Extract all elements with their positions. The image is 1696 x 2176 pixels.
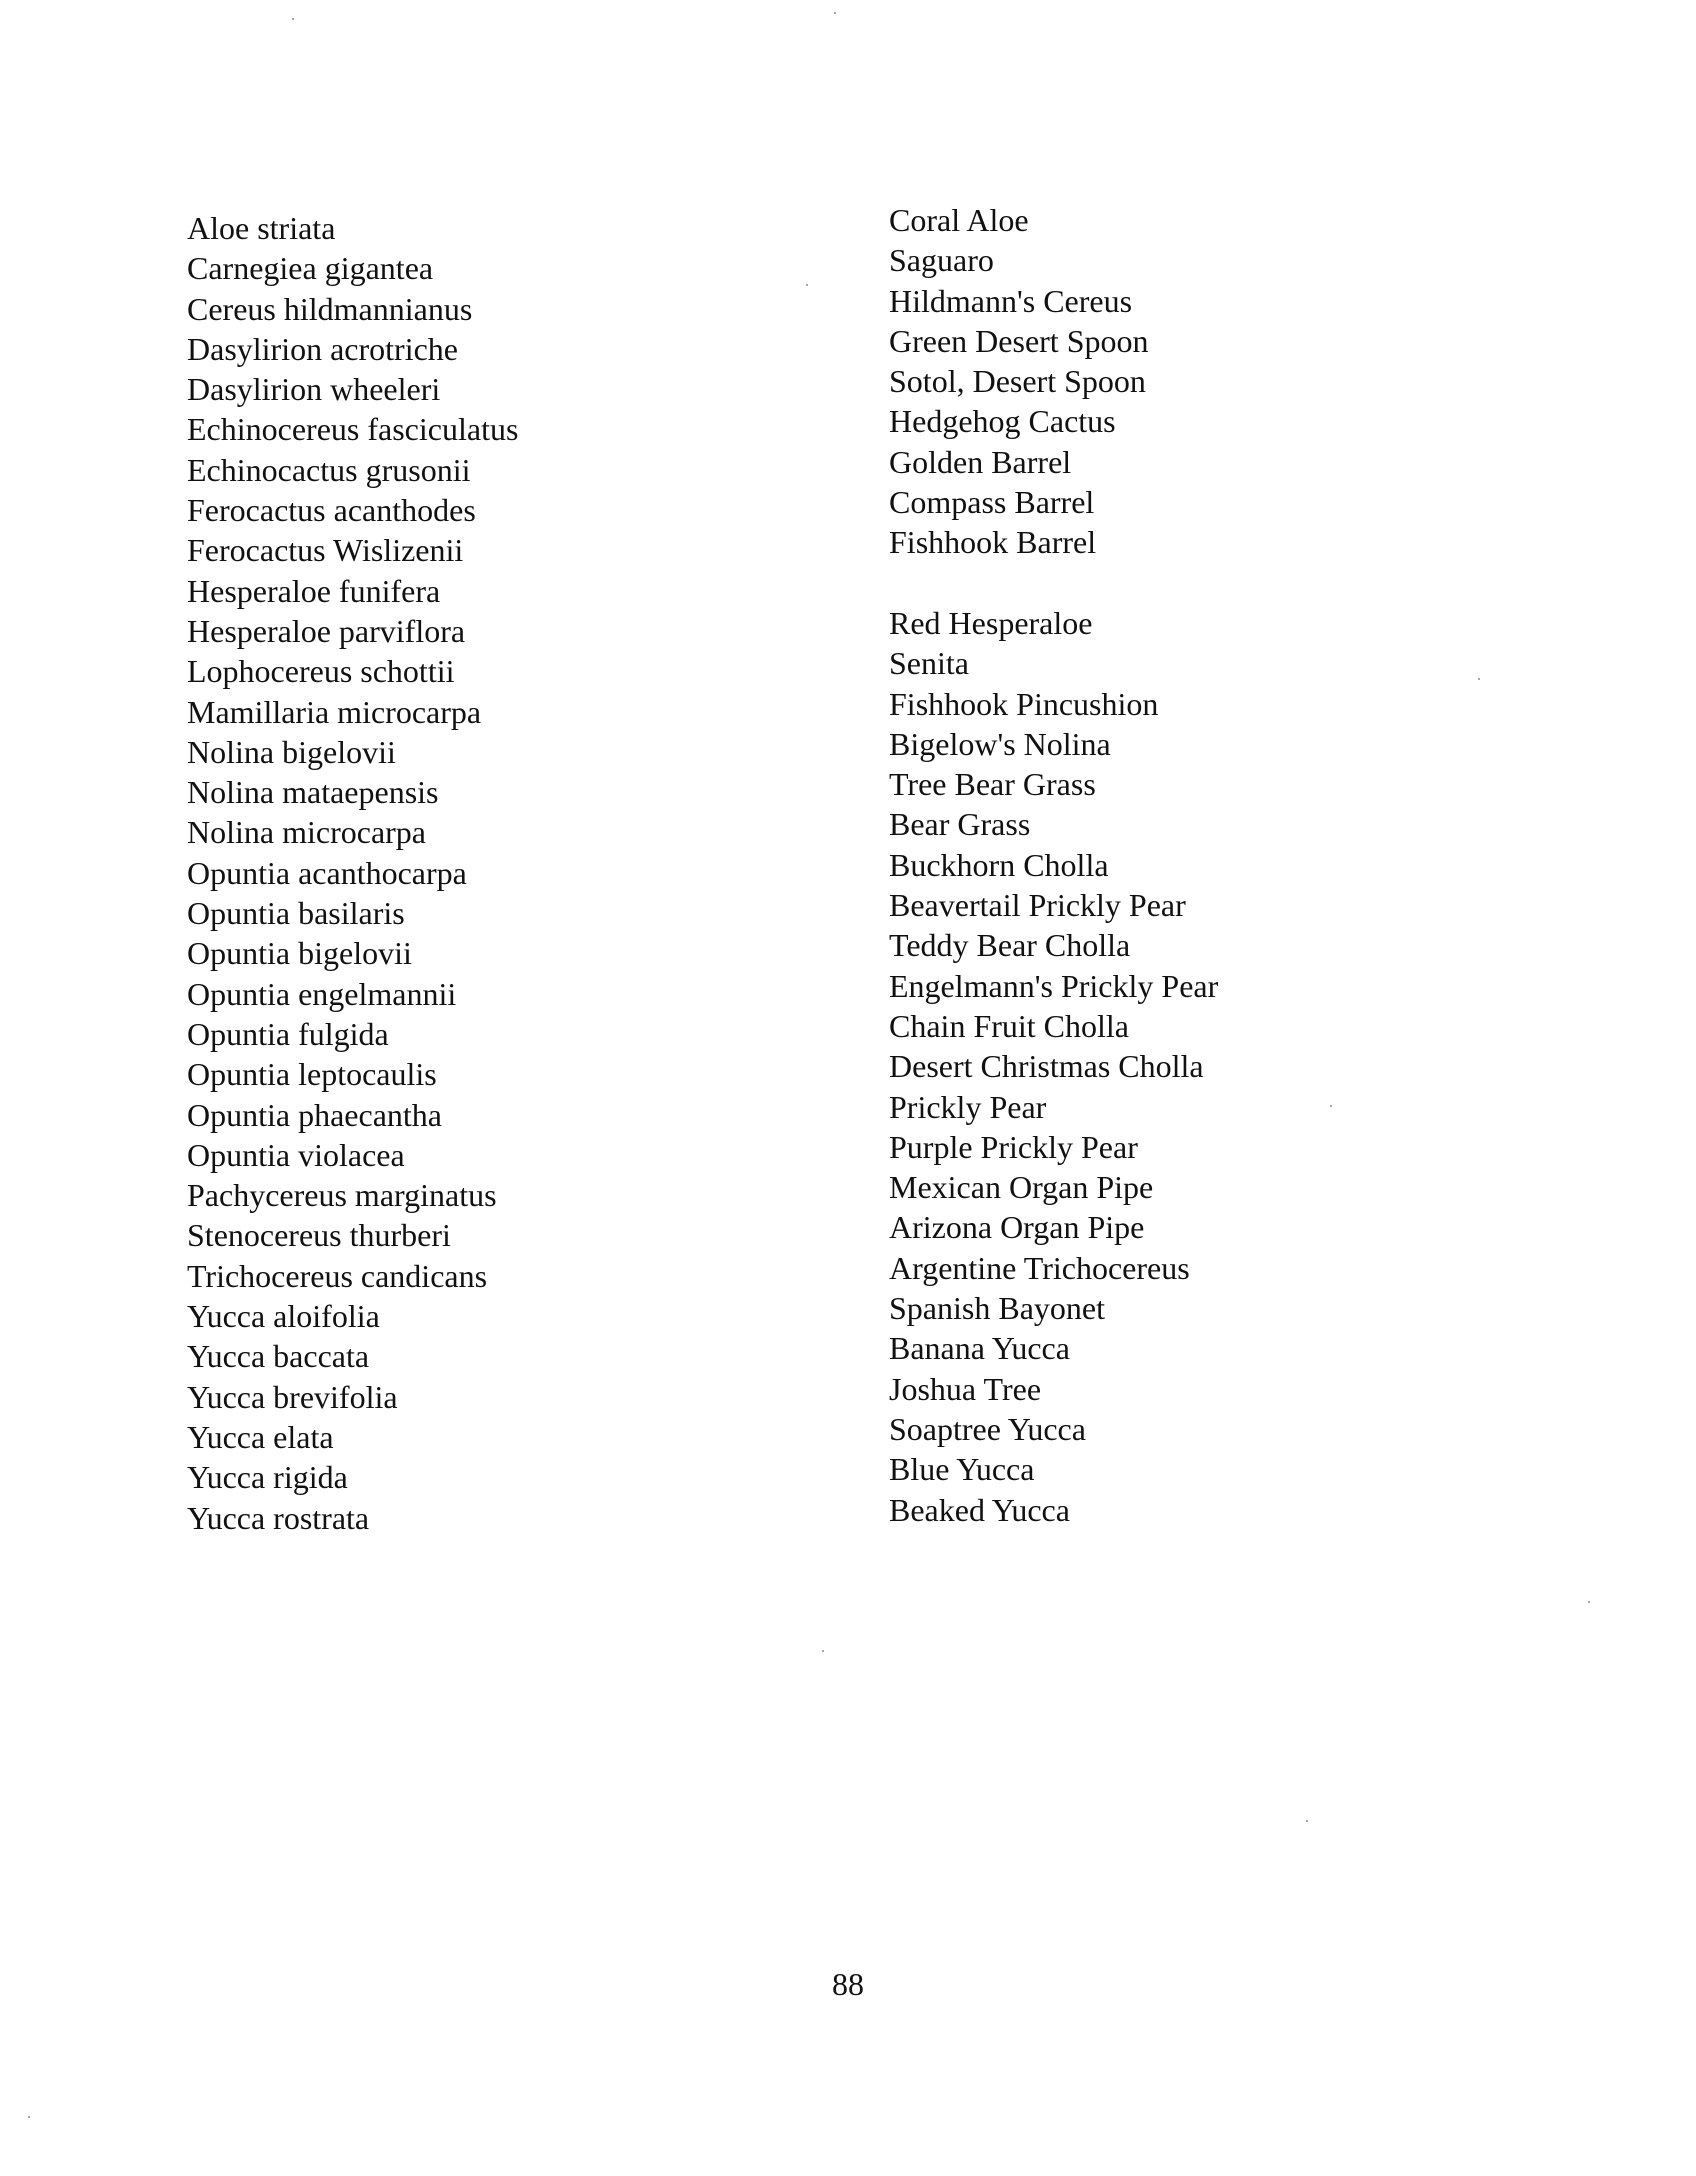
common-name-item: Blue Yucca	[889, 1451, 1035, 1488]
common-name-item: Desert Christmas Cholla	[889, 1048, 1204, 1085]
common-name-item: Argentine Trichocereus	[889, 1249, 1190, 1286]
common-name-item: Compass Barrel	[889, 484, 1095, 521]
common-name-item: Bear Grass	[889, 806, 1031, 843]
scientific-name-item: Opuntia leptocaulis	[187, 1056, 437, 1093]
common-name-item: Mexican Organ Pipe	[889, 1169, 1154, 1206]
scientific-name-item: Yucca rostrata	[187, 1499, 370, 1536]
scientific-name-item: Carnegiea gigantea	[187, 250, 434, 287]
scientific-name-item: Opuntia basilaris	[187, 895, 405, 932]
scientific-name-item: Yucca aloifolia	[187, 1298, 380, 1335]
scientific-name-item: Nolina microcarpa	[187, 814, 426, 851]
scan-speck	[28, 2116, 30, 2118]
common-name-item: Coral Aloe	[889, 202, 1029, 238]
common-name-item: Soaptree Yucca	[889, 1410, 1086, 1447]
common-name-item: Spanish Bayonet	[889, 1290, 1105, 1327]
scientific-name-item: Lophocereus schottii	[187, 653, 455, 690]
scientific-name-item: Stenocereus thurberi	[187, 1217, 451, 1254]
common-name-item: Beaked Yucca	[889, 1491, 1070, 1528]
scan-speck	[822, 1650, 824, 1652]
scan-speck	[1330, 1105, 1332, 1107]
scan-speck	[1478, 678, 1480, 680]
scan-speck	[806, 284, 808, 286]
scientific-name-item: Nolina mataepensis	[187, 774, 439, 811]
common-name-item: Green Desert Spoon	[889, 322, 1149, 359]
scientific-name-item: Trichocereus candicans	[187, 1257, 488, 1294]
common-name-item: Golden Barrel	[889, 443, 1072, 480]
common-name-item: Tree Bear Grass	[889, 766, 1096, 803]
scientific-name-item: Yucca baccata	[187, 1338, 370, 1375]
scientific-name-item: Dasylirion wheeleri	[187, 371, 441, 408]
scientific-name-item: Echinocactus grusonii	[187, 451, 471, 488]
scan-speck	[292, 18, 294, 20]
scientific-name-item: Opuntia phaecantha	[187, 1096, 442, 1133]
common-name-item: Bigelow's Nolina	[889, 725, 1111, 762]
common-name-item: Sotol, Desert Spoon	[889, 363, 1146, 400]
scientific-name-item: Yucca rigida	[187, 1459, 348, 1496]
scientific-name-item: Ferocactus acanthodes	[187, 492, 476, 529]
scientific-name-item: Yucca elata	[187, 1418, 334, 1455]
common-name-item: Red Hesperaloe	[889, 604, 1093, 641]
scientific-name-item: Opuntia fulgida	[187, 1015, 389, 1052]
common-name-item: Beavertail Prickly Pear	[889, 887, 1186, 924]
page-number: 88	[832, 1966, 864, 2002]
common-name-item: Arizona Organ Pipe	[889, 1209, 1145, 1246]
common-name-item: Hedgehog Cactus	[889, 403, 1116, 440]
scientific-name-item: Opuntia engelmannii	[187, 975, 457, 1012]
scientific-name-item: Hesperaloe funifera	[187, 572, 441, 609]
scientific-name-item: Dasylirion acrotriche	[187, 330, 458, 367]
scientific-name-item: Yucca brevifolia	[187, 1378, 398, 1415]
common-name-item: Senita	[889, 645, 969, 682]
scientific-name-item: Echinocereus fasciculatus	[187, 411, 519, 448]
common-name-item: Banana Yucca	[889, 1330, 1070, 1367]
common-name-item: Joshua Tree	[889, 1370, 1042, 1407]
common-name-item: Engelmann's Prickly Pear	[889, 967, 1219, 1004]
common-name-item: Prickly Pear	[889, 1088, 1047, 1125]
scan-speck	[1588, 1601, 1590, 1603]
scientific-name-item: Opuntia bigelovii	[187, 935, 412, 972]
scientific-name-item: Aloe striata	[187, 210, 336, 246]
scientific-name-item: Pachycereus marginatus	[187, 1177, 497, 1214]
scan-speck	[834, 12, 836, 14]
scientific-name-item: Nolina bigelovii	[187, 733, 396, 770]
scientific-name-item: Ferocactus Wislizenii	[187, 532, 464, 569]
blank-line	[889, 563, 1218, 603]
scientific-name-item: Mamillaria microcarpa	[187, 693, 482, 730]
scientific-name-list	[187, 208, 518, 1538]
scientific-name-item: Opuntia violacea	[187, 1136, 405, 1173]
scan-speck	[1306, 1820, 1308, 1822]
scientific-name-item: Opuntia acanthocarpa	[187, 854, 467, 891]
common-name-item: Purple Prickly Pear	[889, 1128, 1138, 1165]
common-name-item: Fishhook Pincushion	[889, 685, 1159, 722]
common-name-item: Chain Fruit Cholla	[889, 1007, 1129, 1044]
common-name-item: Saguaro	[889, 242, 994, 279]
common-name-item: Teddy Bear Cholla	[889, 927, 1131, 964]
common-name-item: Fishhook Barrel	[889, 524, 1097, 561]
scientific-name-item: Cereus hildmannianus	[187, 290, 473, 327]
scientific-name-item: Hesperaloe parviflora	[187, 612, 466, 649]
common-name-item: Hildmann's Cereus	[889, 282, 1133, 319]
common-name-list	[889, 200, 1218, 1530]
common-name-item: Buckhorn Cholla	[889, 846, 1109, 883]
